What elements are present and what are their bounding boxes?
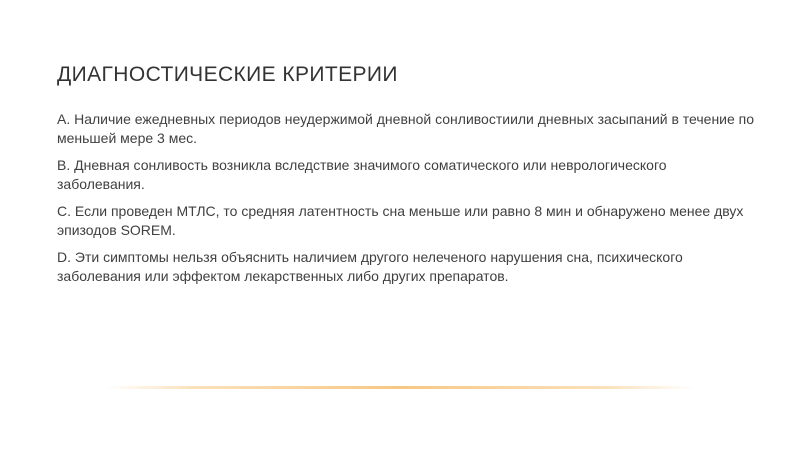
slide-title: ДИАГНОСТИЧЕСКИЕ КРИТЕРИИ	[57, 63, 398, 86]
criterion-d: D. Эти симптомы нельзя объяснить наличием другого нелеченого нарушения сна, психического заболевания или эффектом лекарственных либо других препаратов.	[57, 249, 683, 284]
accent-divider	[105, 386, 695, 389]
criterion-a: A. Наличие ежедневных периодов неудержимой дневной сонливостиили дневных засыпаний в течение по меньшей мере 3 мес.	[57, 111, 755, 146]
criterion-c: C. Если проведен МТЛС, то средняя латентность сна меньше или равно 8 мин и обнаружено менее двух эпизодов SOREM.	[57, 203, 744, 238]
criteria-list	[57, 110, 757, 294]
criterion-b: B. Дневная сонливость возникла вследствие значимого соматического или неврологического заболевания.	[57, 157, 667, 192]
